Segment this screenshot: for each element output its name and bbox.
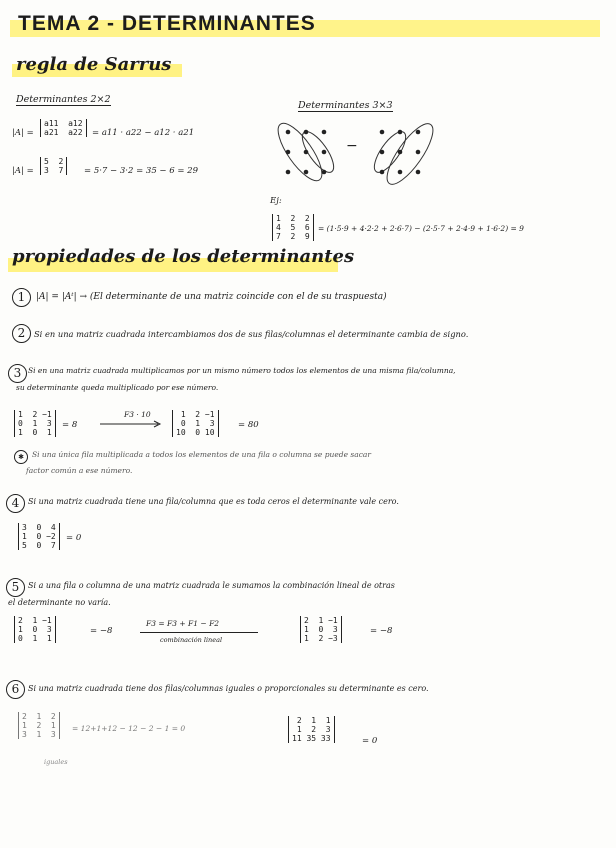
det2-example-lhs: |A| = [12,166,34,176]
property-3-text-line2: su determinante queda multiplicado por ese número. [16,383,219,392]
property-5-text-line2: el determinante no varía. [8,598,111,607]
det2-example-result: = 5·7 − 3·2 = 35 − 6 = 29 [84,166,199,176]
property-6-result-2: = 0 [362,736,378,746]
det2-heading: Determinantes 2×2 [16,94,111,105]
det2-example-matrix: 5 2 3 7 [40,157,67,175]
property-3-text-line1: Si en una matriz cuadrada multiplicamos por un mismo número todos los elementos de una misma fila/columna, [28,366,456,375]
property-4-text: Si una matriz cuadrada tiene una fila/columna que es toda ceros el determinante vale cero. [28,497,399,506]
property-6-matrix-2: 2 1 1 1 2 3 11 35 33 [288,716,335,743]
property-1-number: 1 [12,288,31,307]
property-5-text-line1: Si a una fila o columna de una matriz cuadrada le sumamos la combinación lineal de otras [28,581,395,590]
det2-formula-rhs: = a11 · a22 − a12 · a21 [92,128,195,138]
property-5-matrix-1: 2 1 −1 1 0 3 0 1 1 [14,616,56,643]
property-3-note-line2: factor común a ese número. [26,466,133,475]
property-3-operation: F3 · 10 [124,410,151,419]
det3-example-matrix: 1 2 2 4 5 6 7 2 9 [272,214,314,241]
page-title: TEMA 2 - DETERMINANTES [18,12,316,35]
property-5-number: 5 [6,578,25,597]
property-3-note-line1: Si una única fila multiplicada a todos los elementos de una fila o columna se puede sacar [32,450,371,459]
det3-example-result: = (1·5·9 + 4·2·2 + 2·6·7) − (2·5·7 + 2·4·9 + 1·6·2) = 9 [318,224,524,233]
property-6-number: 6 [6,680,25,699]
det2-lhs: |A| = [12,128,34,138]
property-3-number: 3 [8,364,27,383]
property-1-text: |A| = |Aᵗ| → (El determinante de una matriz coincide con el de su traspuesta) [36,292,387,302]
property-4-result: = 0 [66,533,82,543]
property-5-arrow-line [140,632,258,633]
property-6-matrix-1-note: iguales [44,758,68,766]
property-5-matrix-2: 2 1 −1 1 0 3 1 2 −3 [300,616,342,643]
det3-heading: Determinantes 3×3 [298,100,393,111]
asterisk-note-icon: ✱ [14,450,28,464]
property-3-matrix-1: 1 2 −1 0 1 3 1 0 1 [14,410,56,437]
section-title-properties: propiedades de los determinantes [12,246,355,267]
arrow-right-icon [100,420,164,428]
property-5-result-2: = −8 [370,626,393,636]
property-2-text: Si en una matriz cuadrada intercambiamos dos de sus filas/columnas el determinante cambia de signo. [34,329,469,339]
sarrus-diagram [270,112,450,198]
det2-symbolic-matrix: a11 a12 a21 a22 [40,119,87,137]
property-2-number: 2 [12,324,31,343]
property-6-matrix-1: 2 1 2 1 2 1 3 1 3 [18,712,60,739]
property-6-text: Si una matriz cuadrada tiene dos filas/columnas iguales o proporcionales su determinante es cero. [28,684,429,693]
section-title-sarrus: regla de Sarrus [16,54,172,75]
property-3-result-1: = 8 [62,420,78,430]
det3-minus-sign: − [346,138,358,154]
property-4-number: 4 [6,494,25,513]
property-4-matrix: 3 0 4 1 0 −2 5 0 7 [18,523,60,550]
property-5-operation: F3 = F3 + F1 − F2 [146,619,220,628]
property-3-matrix-2: 1 2 −1 0 1 3 10 0 10 [172,410,219,437]
det3-example-prefix: Ej: [270,196,282,206]
property-6-result-1: = 12+1+12 − 12 − 2 − 1 = 0 [72,724,186,733]
property-3-result-2: = 80 [238,420,259,430]
property-5-result-1: = −8 [90,626,113,636]
property-5-operation-note: combinación lineal [160,636,223,644]
